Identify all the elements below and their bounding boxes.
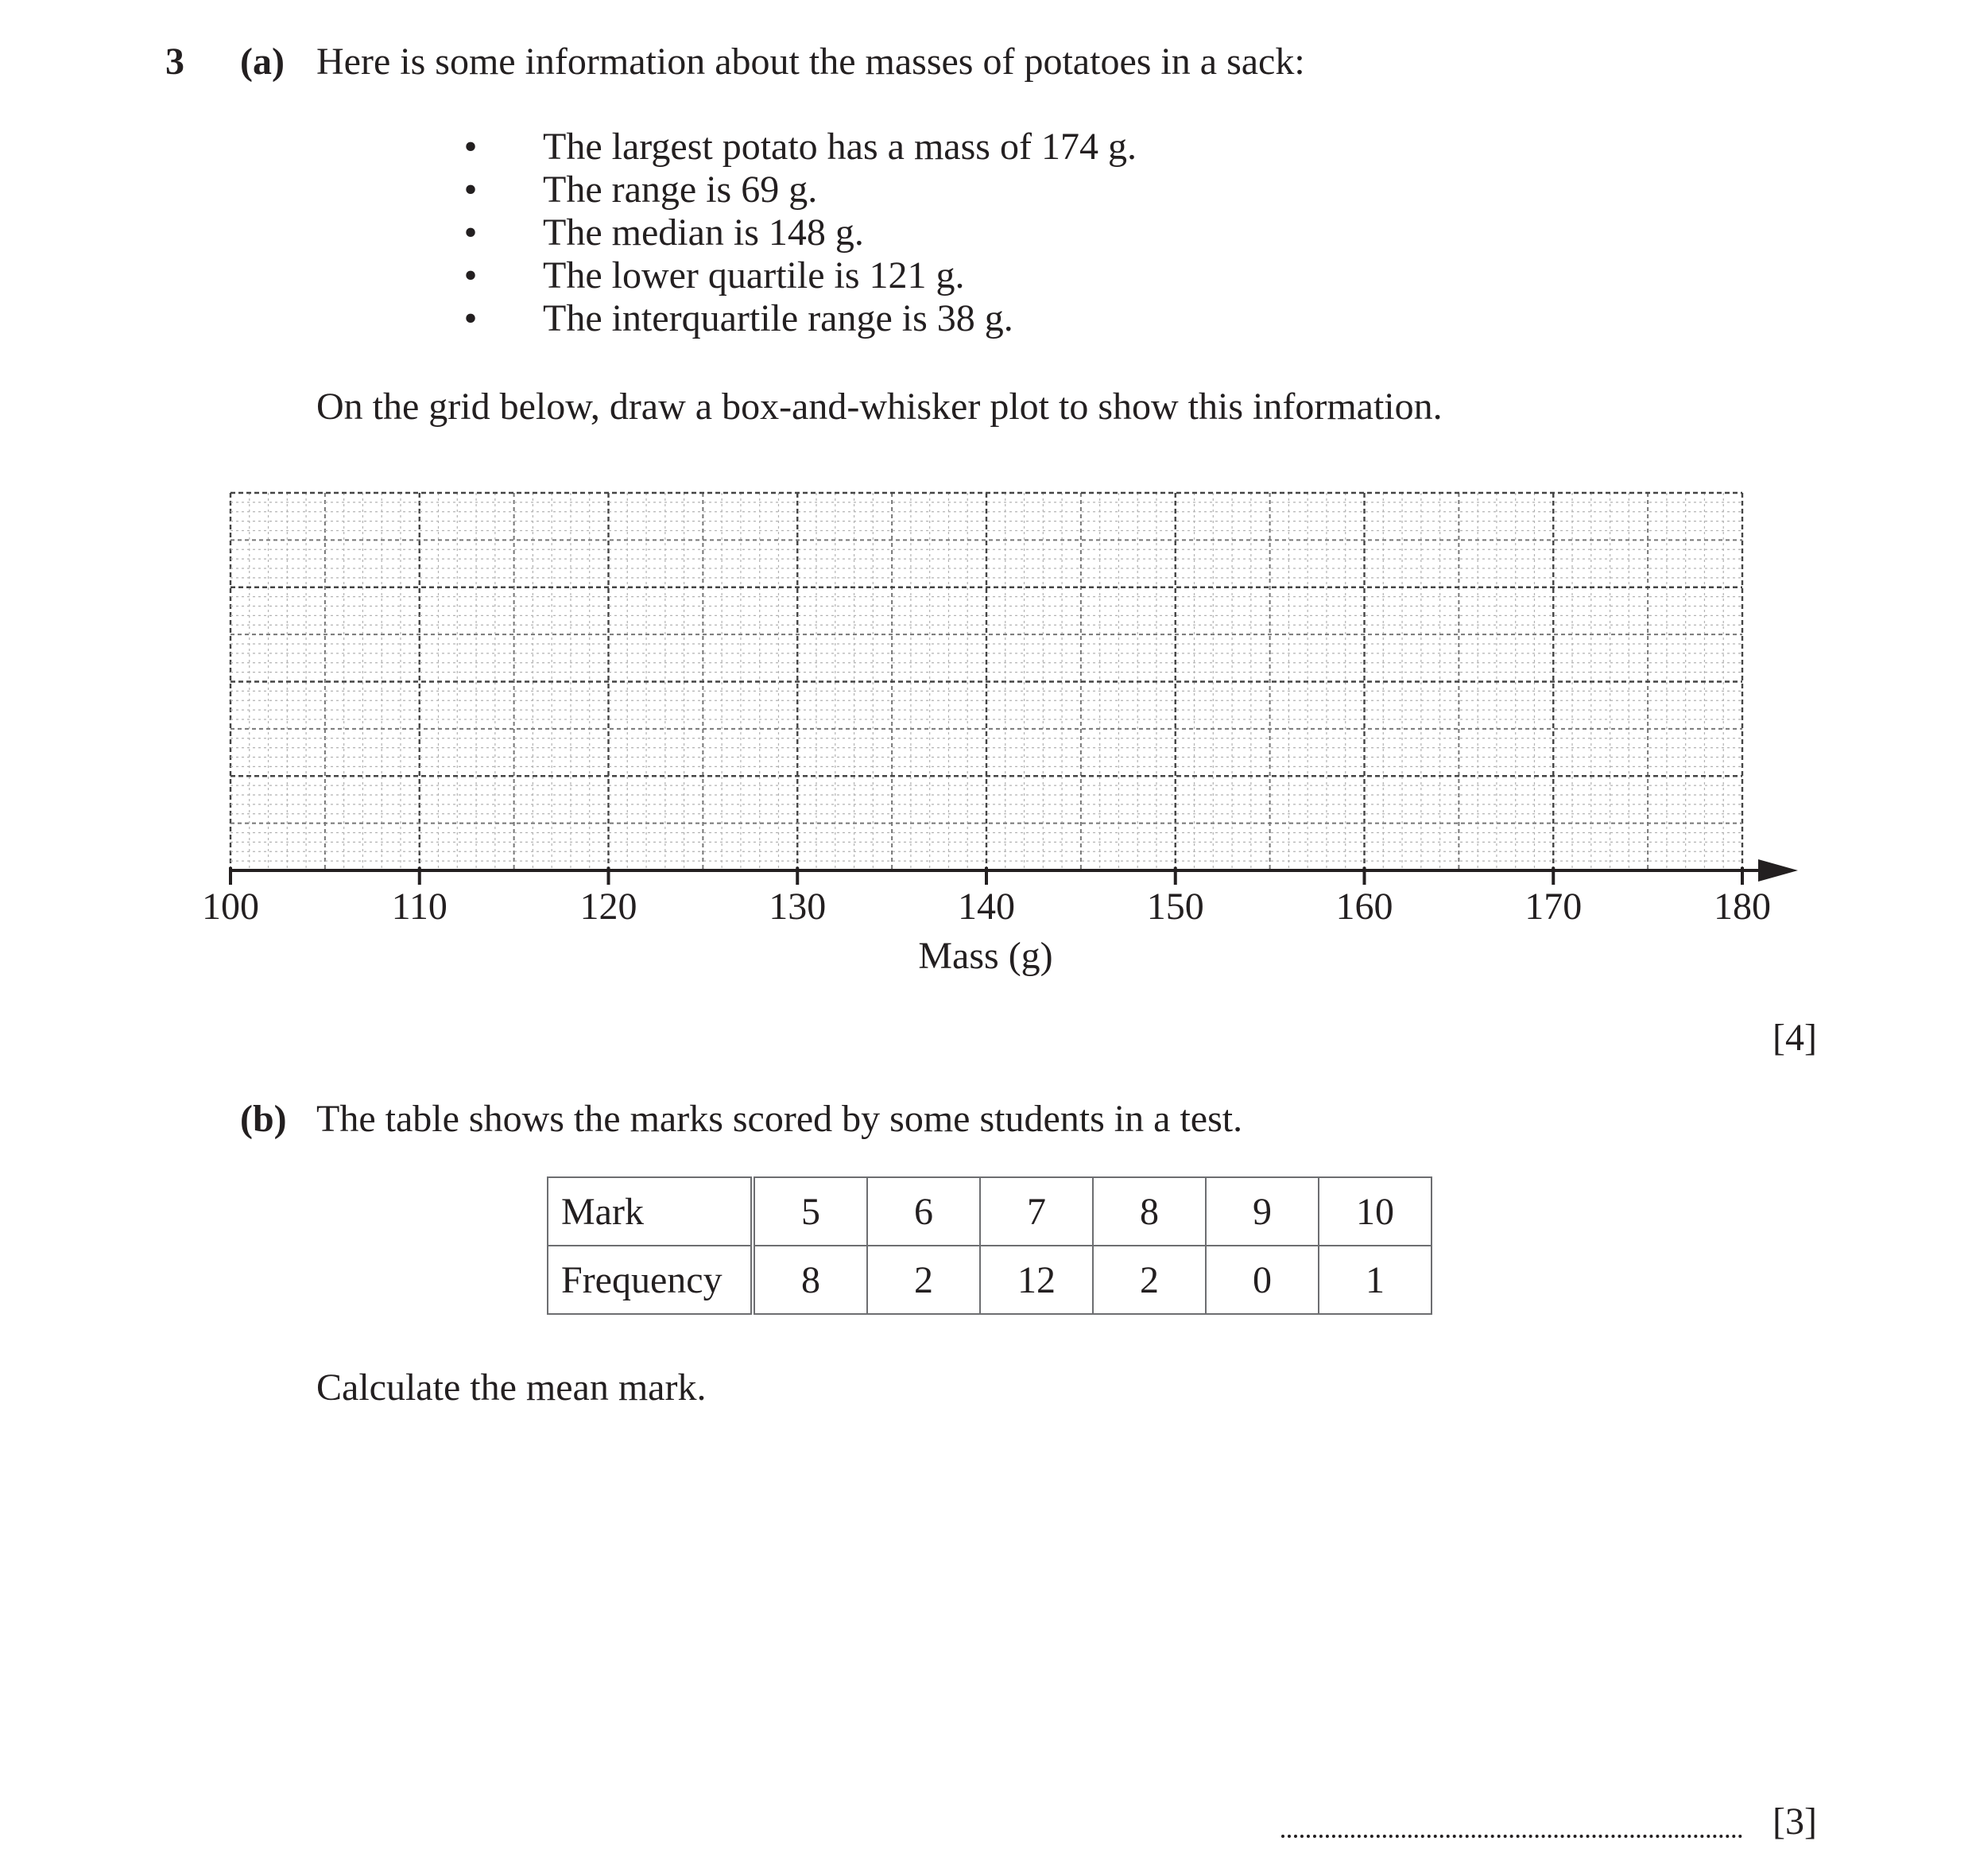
x-axis-label: Mass (g): [918, 935, 1053, 977]
x-tick-label: 150: [1146, 886, 1204, 928]
marks-frequency-table: [547, 1176, 1432, 1315]
table-cell: 12: [980, 1246, 1093, 1314]
x-tick-label: 180: [1714, 886, 1771, 928]
part-b-instruction: Calculate the mean mark.: [316, 1366, 707, 1409]
x-tick-label: 170: [1525, 886, 1583, 928]
x-axis: [231, 859, 1798, 882]
row-header-frequency: Frequency: [548, 1246, 753, 1314]
table-cell: 1: [1319, 1246, 1432, 1314]
question-number: 3: [165, 41, 184, 83]
table-row: [548, 1177, 1432, 1246]
x-axis-tick-labels: [202, 886, 1771, 928]
row-header-mark: Mark: [548, 1177, 753, 1246]
table-cell: 8: [1093, 1177, 1206, 1246]
bullet-dot: •: [463, 169, 478, 211]
bullet-text: The largest potato has a mass of 174 g.: [543, 126, 1137, 168]
bullet-dot: •: [463, 254, 478, 297]
bullet-text: The interquartile range is 38 g.: [543, 297, 1013, 339]
table-cell: 9: [1206, 1177, 1319, 1246]
x-tick-label: 130: [769, 886, 827, 928]
table-row: [548, 1246, 1432, 1314]
x-tick-label: 140: [958, 886, 1015, 928]
part-b-intro: The table shows the marks scored by some students in a test.: [316, 1098, 1243, 1140]
table-cell: 2: [867, 1246, 980, 1314]
table-cell: 2: [1093, 1246, 1206, 1314]
table-cell: 6: [867, 1177, 980, 1246]
part-a-label: (a): [240, 41, 285, 83]
answer-line[interactable]: [1281, 1835, 1742, 1838]
table-cell: 10: [1319, 1177, 1432, 1246]
bullet-text: The range is 69 g.: [543, 169, 818, 211]
bullet-dot: •: [463, 126, 478, 168]
x-tick-label: 120: [579, 886, 637, 928]
part-a-instruction: On the grid below, draw a box-and-whisker plot to show this information.: [316, 386, 1443, 428]
table-cell: 5: [753, 1177, 867, 1246]
x-axis-arrow: [1758, 859, 1798, 882]
part-b-marks: [3]: [1772, 1800, 1817, 1843]
part-a-marks: [4]: [1772, 1017, 1817, 1059]
grid-lines: [231, 493, 1742, 870]
bullet-text: The median is 148 g.: [543, 211, 864, 254]
bullet-dot: •: [463, 211, 478, 254]
bullet-dot: •: [463, 297, 478, 339]
table-cell: 8: [753, 1246, 867, 1314]
table-cell: 7: [980, 1177, 1093, 1246]
x-tick-label: 160: [1335, 886, 1393, 928]
table-cell: 0: [1206, 1246, 1319, 1314]
part-a-intro: Here is some information about the masses of potatoes in a sack:: [316, 41, 1305, 83]
x-tick-label: 110: [391, 886, 447, 928]
x-tick-label: 100: [202, 886, 259, 928]
bullet-text: The lower quartile is 121 g.: [543, 254, 965, 297]
part-b-label: (b): [240, 1098, 287, 1140]
